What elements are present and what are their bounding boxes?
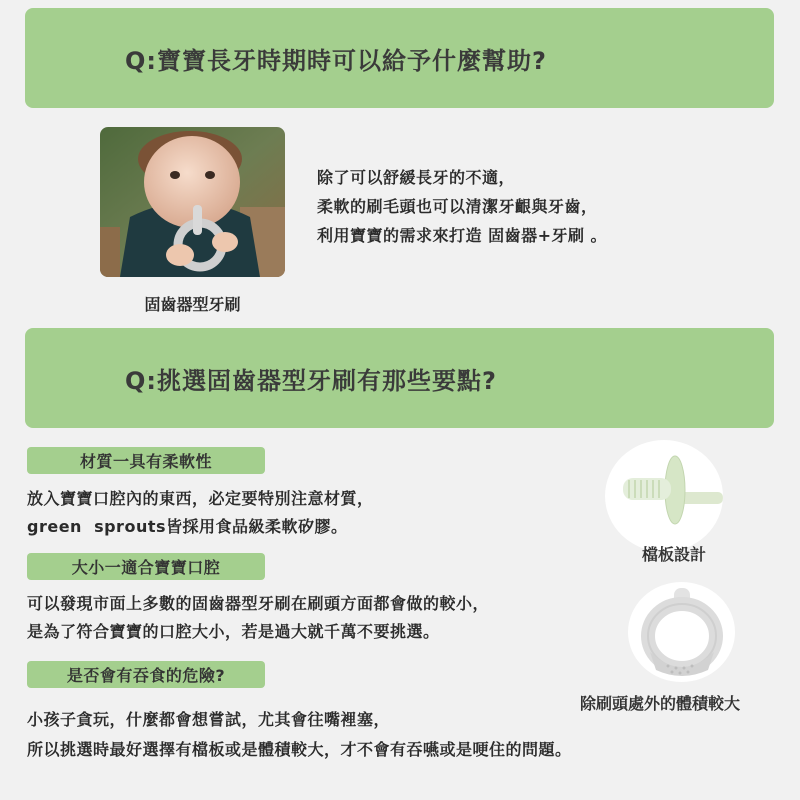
intro-line: 除了可以舒緩長牙的不適， bbox=[317, 168, 516, 187]
question-banner-2 bbox=[25, 328, 774, 428]
point-line: green sprouts皆採用食品級柔軟矽膠。 bbox=[27, 517, 348, 536]
photo-caption: 固齒器型牙刷 bbox=[144, 295, 241, 314]
point-line: 放入寶寶口腔內的東西，必定要特別注意材質， bbox=[27, 489, 374, 508]
product-caption-shield: 檔板設計 bbox=[642, 545, 707, 564]
point-line: 所以挑選時最好選擇有檔板或是體積較大，才不會有吞嚥或是哽住的問題。 bbox=[27, 740, 572, 759]
point-body-material bbox=[27, 485, 374, 541]
baby-photo bbox=[100, 127, 285, 277]
point-title-size: 大小一適合寶寶口腔 bbox=[27, 553, 265, 580]
point-line: 小孩子貪玩，什麼都會想嘗試，尤其會往嘴裡塞， bbox=[27, 710, 391, 729]
question-2-text: Q:挑選固齒器型牙刷有那些要點? bbox=[125, 366, 497, 395]
point-title-swallow: 是否會有吞食的危險? bbox=[27, 661, 265, 688]
product-caption-ring: 除刷頭處外的體積較大 bbox=[580, 694, 741, 713]
intro-line: 柔軟的刷毛頭也可以清潔牙齦與牙齒， bbox=[317, 197, 598, 216]
product-image-shield bbox=[605, 440, 723, 552]
product-image-ring bbox=[628, 582, 735, 682]
question-1-text: Q:寶寶長牙時期時可以給予什麼幫助? bbox=[125, 46, 547, 75]
point-body-size bbox=[27, 590, 489, 646]
point-line: 可以發現市面上多數的固齒器型牙刷在刷頭方面都會做的較小， bbox=[27, 594, 490, 613]
point-title-material: 材質一具有柔軟性 bbox=[27, 447, 265, 474]
intro-text bbox=[317, 163, 607, 250]
point-line: 是為了符合寶寶的口腔大小，若是過大就千萬不要挑選。 bbox=[27, 622, 440, 641]
intro-line: 利用寶寶的需求來打造 固齒器+牙刷 。 bbox=[317, 226, 608, 245]
point-body-swallow bbox=[27, 705, 572, 765]
question-banner-1 bbox=[25, 8, 774, 108]
